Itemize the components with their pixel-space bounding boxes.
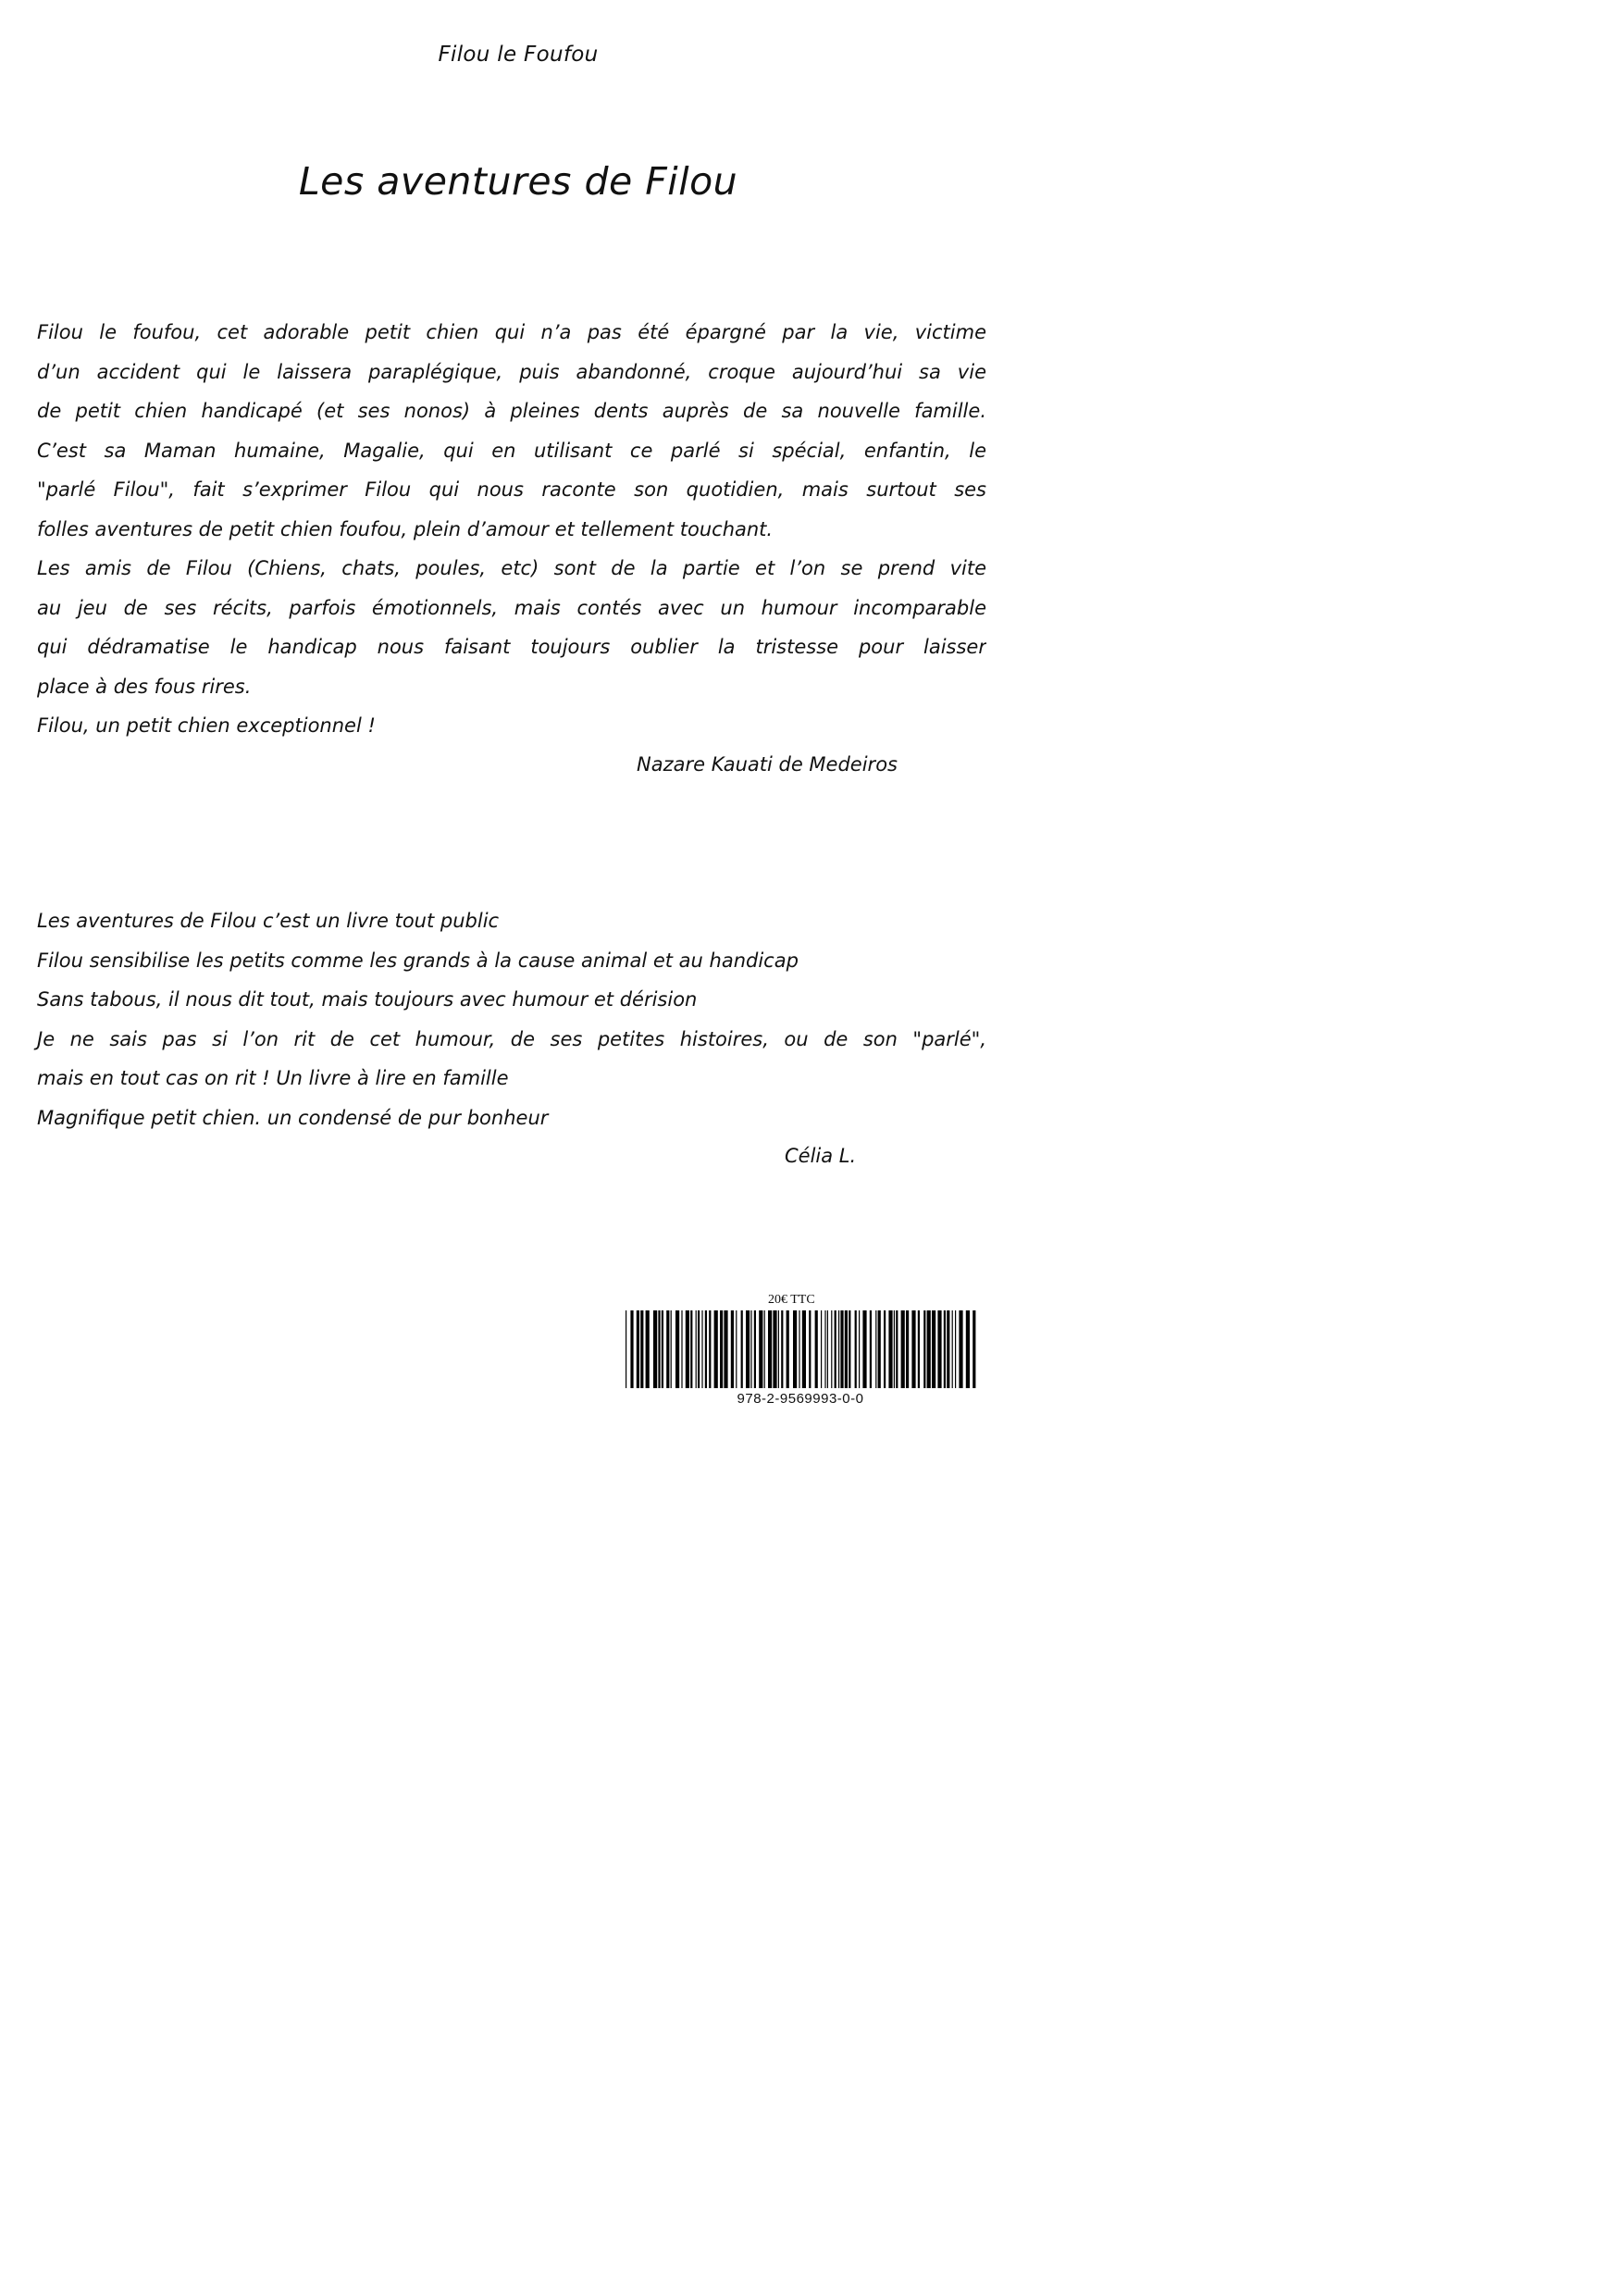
review-1-line: Filou le foufou, cet adorable petit chien qui n’a pas été épargné par la vie, victime	[37, 321, 986, 343]
barcode-bar	[878, 1310, 881, 1388]
barcode-bar	[764, 1310, 765, 1388]
review-1-line: qui dédramatise le handicap nous faisant toujours oublier la tristesse pour laisser	[37, 636, 986, 658]
barcode-bar	[741, 1310, 743, 1388]
review-paragraph-2	[37, 901, 986, 1137]
review-1-line: folles aventures de petit chien foufou, plein d’amour et tellement touchant.	[37, 517, 774, 540]
barcode-bar	[821, 1310, 822, 1388]
barcode-bar	[714, 1310, 718, 1388]
barcode-bar	[736, 1310, 737, 1388]
barcode-bar	[809, 1310, 811, 1388]
review-1-line: d’un accident qui le laissera paraplégique, puis abandonné, croque aujourd’hui sa vie	[37, 360, 986, 383]
barcode-bar	[705, 1310, 707, 1388]
review-2-line: Je ne sais pas si l’on rit de cet humour, de ses petites histoires, ou de son "parlé",	[37, 1027, 986, 1050]
barcode-bar	[637, 1310, 639, 1388]
barcode-bar	[793, 1310, 797, 1388]
barcode-bar	[906, 1310, 909, 1388]
review-2-line: Sans tabous, il nous dit tout, mais toujours avec humour et dérision	[37, 988, 698, 1011]
review-1-line: "parlé Filou", fait s’exprimer Filou qui nous raconte son quotidien, mais surtout ses	[37, 478, 986, 501]
barcode-bar	[875, 1310, 876, 1388]
review-1-line: de petit chien handicapé (et ses nonos) à pleines dents auprès de sa nouvelle famille.	[37, 400, 986, 422]
barcode-bar	[973, 1310, 975, 1388]
barcode-bar	[815, 1310, 818, 1388]
price-label: 20€ TTC	[768, 1293, 815, 1307]
barcode-bar	[653, 1310, 657, 1388]
barcode-bar	[681, 1310, 682, 1388]
barcode-bar	[686, 1310, 689, 1388]
review-1-line: au jeu de ses récits, parfois émotionnels, mais contés avec un humour incomparable	[37, 596, 986, 619]
barcode-bar	[937, 1310, 941, 1388]
barcode-bar	[947, 1310, 949, 1388]
review-1-signature: Nazare Kauati de Medeiros	[637, 753, 898, 776]
barcode-bar	[932, 1310, 935, 1388]
barcode-bar	[862, 1310, 866, 1388]
barcode-bar	[827, 1310, 828, 1388]
barcode-bar	[750, 1310, 751, 1388]
review-2-line: Magnifique petit chien. un condensé de pur bonheur	[37, 1106, 549, 1129]
barcode-bar	[944, 1310, 946, 1388]
barcode-bar	[835, 1310, 836, 1388]
barcode-bar	[911, 1310, 915, 1388]
barcode-bar	[927, 1310, 931, 1388]
review-1-line: C’est sa Maman humaine, Magalie, qui en utilisant ce parlé si spécial, enfantin, le	[37, 439, 986, 462]
barcode-bar	[773, 1310, 776, 1388]
barcode-bar	[831, 1310, 832, 1388]
review-paragraph-1	[37, 313, 986, 746]
review-2-line: Les aventures de Filou c’est un livre tout public	[37, 910, 500, 932]
barcode-bar	[849, 1310, 850, 1388]
barcode-bar	[824, 1310, 825, 1388]
barcode-bar	[802, 1310, 806, 1388]
book-back-cover	[0, 0, 1036, 1465]
barcode-bar	[690, 1310, 692, 1388]
barcode-bar	[901, 1310, 905, 1388]
barcode-bar	[787, 1310, 789, 1388]
barcode-bar	[959, 1310, 962, 1388]
barcode-bar	[646, 1310, 650, 1388]
barcode-bar	[746, 1310, 750, 1388]
barcode-bar	[671, 1310, 672, 1388]
barcode	[622, 1310, 979, 1388]
barcode-bar	[923, 1310, 925, 1388]
isbn-number: 978-2-9569993-0-0	[737, 1391, 864, 1407]
barcode-bar	[754, 1310, 756, 1388]
barcode-bar	[778, 1310, 779, 1388]
barcode-bar	[768, 1310, 772, 1388]
barcode-bar	[894, 1310, 895, 1388]
barcode-bar	[701, 1310, 702, 1388]
review-2-signature: Célia L.	[785, 1145, 857, 1167]
book-title: Les aventures de Filou	[298, 159, 738, 204]
barcode-bar	[658, 1310, 660, 1388]
barcode-bar	[675, 1310, 679, 1388]
barcode-bar	[731, 1310, 734, 1388]
review-1-line: place à des fous rires.	[37, 675, 252, 698]
barcode-bar	[640, 1310, 643, 1388]
barcode-bar	[759, 1310, 762, 1388]
barcode-bar	[662, 1310, 663, 1388]
barcode-bar	[859, 1310, 860, 1388]
review-1-line: Filou, un petit chien exceptionnel !	[37, 714, 376, 737]
barcode-bar	[896, 1310, 898, 1388]
barcode-bar	[709, 1310, 711, 1388]
barcode-bar	[845, 1310, 848, 1388]
barcode-bar	[884, 1310, 886, 1388]
barcode-bar	[724, 1310, 727, 1388]
barcode-bar	[855, 1310, 857, 1388]
barcode-bar	[696, 1310, 697, 1388]
review-1-line: Les amis de Filou (Chiens, chats, poules, etc) sont de la partie et l’on se prend vite	[37, 557, 986, 579]
barcode-bar	[838, 1310, 839, 1388]
review-2-line: mais en tout cas on rit ! Un livre à lire en famille	[37, 1067, 509, 1089]
barcode-bar	[952, 1310, 953, 1388]
author-name: Filou le Foufou	[438, 43, 599, 67]
barcode-bar	[870, 1310, 872, 1388]
barcode-bar	[888, 1310, 892, 1388]
barcode-bar	[666, 1310, 669, 1388]
barcode-bar	[630, 1310, 633, 1388]
barcode-bar	[955, 1310, 956, 1388]
review-2-line: Filou sensibilise les petits comme les grands à la cause animal et au handicap	[37, 949, 799, 972]
barcode-bar	[781, 1310, 783, 1388]
barcode-bar	[720, 1310, 723, 1388]
barcode-bar	[966, 1310, 970, 1388]
barcode-bar	[918, 1310, 920, 1388]
barcode-bar	[840, 1310, 843, 1388]
barcode-bar	[698, 1310, 700, 1388]
